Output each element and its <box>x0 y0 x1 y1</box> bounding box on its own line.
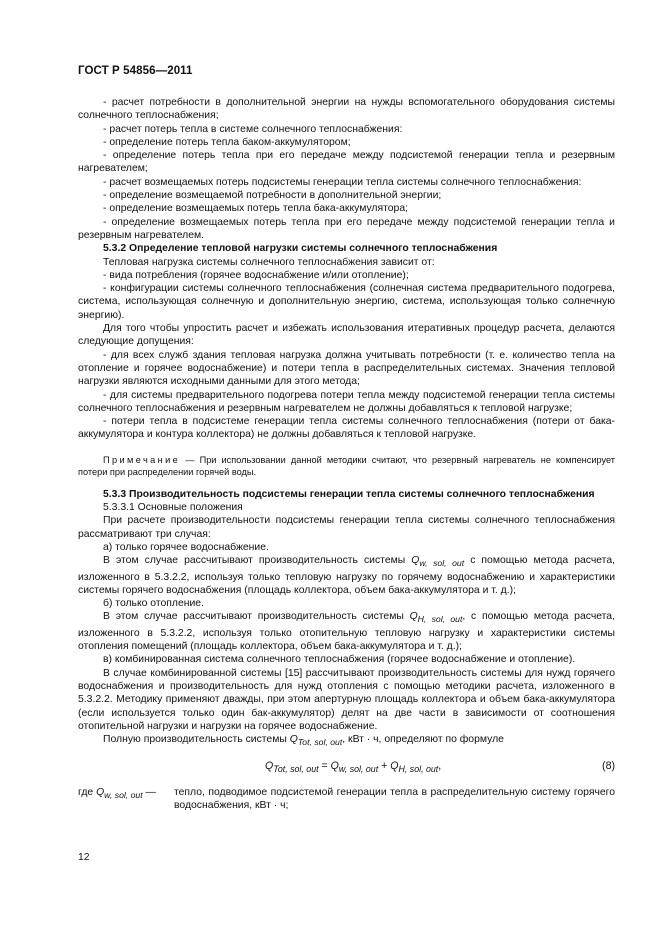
symbol-subscript: w, sol, out <box>419 558 465 569</box>
subsection-heading: 5.3.3.1 Основные положения <box>103 502 243 514</box>
note-text: — При использовании данной методики считают, что резервный нагреватель не компенсирует потери при распределении горячей воды. <box>78 454 615 477</box>
list-item: - определение возмещаемой потребности в дополнительной энергии; <box>103 190 442 202</box>
section-heading-5-3-2: 5.3.2 Определение тепловой нагрузки системы солнечного теплоснабжения <box>103 243 498 255</box>
paragraph: При расчете производительности подсистемы генерации тепла системы солнечного теплоснабжения рассматривают три случая: <box>78 515 615 540</box>
case-b-label: б) только отопление. <box>103 598 204 610</box>
list-item: - определение потерь тепла баком-аккумулятором; <box>103 136 351 148</box>
case-a-label: а) только горячее водоснабжение. <box>103 541 269 553</box>
list-item: - расчет возмещаемых потерь подсистемы генерации тепла системы солнечного теплоснабжения: <box>103 176 582 188</box>
list-item: - определение потерь тепла при его передаче между подсистемой генерации тепла и резервным нагревателем; <box>78 150 615 175</box>
symbol-subscript: H, sol, out <box>417 614 463 625</box>
document-header: ГОСТ Р 54856—2011 <box>78 65 193 77</box>
document-body <box>78 96 615 812</box>
case-c-label: в) комбинированная система солнечного теплоснабжения (горячее водоснабжение и отопление). <box>103 654 576 666</box>
list-item: - расчет потребности в дополнительной энергии на нужды вспомогательного оборудования системы солнечного теплоснабжения; <box>78 97 615 122</box>
paragraph: В случае комбинированной системы [15] рассчитывают производительность системы для нужд горячего водоснабжения и производительность для нужд отопления с помощью методики расчета, изложенного в 5.3.2.2. Методику применяют дважды, при этом апертурную площадь коллектора и объем бака-аккумулятора (если используется только один бак-аккумулятор) делят на две части в зависимости от соотношения отопительной нагрузки и нагрузки на горячее водоснабжение. <box>78 667 615 732</box>
paragraph: В этом случае рассчитывают производительность системы $Q_{H, sol, out}$, с помощью метода расчета, изложенного в 5.3.2.2, используя только отопительную тепловую нагрузку и характеристики системы отопления помещений (площадь коллектора, объем бака-аккумулятора и т. д.); <box>78 611 615 653</box>
where-definition: тепло, подводимое подсистемой генерации тепла в распределительную систему горячего водоснабжения, кВт · ч; <box>174 786 615 811</box>
list-item: - расчет потерь тепла в системе солнечного теплоснабжения: <box>103 123 403 135</box>
list-item: - для системы предварительного подогрева потери тепла между подсистемой генерации тепла системы солнечного теплоснабжения и резервным нагревателем не должны добавляться к тепловой нагрузке; <box>78 389 615 414</box>
symbol: Q <box>409 611 418 623</box>
paragraph: В этом случае рассчитывают производительность системы $Q_{w, sol, out}$ с помощью метода расчета, изложенного в 5.3.2.2, используя только тепловую нагрузку по горячему водоснабжению и характеристики системы горячего водоснабжения (площадь коллектора, объем бака-аккумулятора и т. д.); <box>78 555 615 596</box>
list-item: - вида потребления (горячее водоснабжение и/или отопление); <box>103 269 409 281</box>
formula-number: (8) <box>602 759 615 772</box>
paragraph: Для того чтобы упростить расчет и избежать использования итеративных процедур расчета, делаются следующие допущения: <box>78 323 615 348</box>
section-heading-5-3-3: 5.3.3 Производительность подсистемы генерации тепла системы солнечного теплоснабжения <box>103 488 595 500</box>
list-item: - определение возмещаемых потерь тепла при его передаче между подсистемой генерации тепла и резервным нагревателем. <box>78 216 615 241</box>
list-item: - конфигурации системы солнечного теплоснабжения (солнечная система предварительного подогрева, система, использующая солнечную и дополнительную энергию, система, использующая только солнечную энергию). <box>78 283 615 321</box>
page-number: 12 <box>78 852 90 863</box>
list-item: - для всех служб здания тепловая нагрузка должна учитывать потребности (т. е. количество тепла на отопление и горячее водоснабжение) и потери тепла в распределительных системах. Значения тепловой нагрузки являются исходными данными для этого метода; <box>78 349 615 388</box>
note-label: Примечание <box>103 454 181 465</box>
where-term: где $Q_{w, sol, out}$ — <box>78 786 156 800</box>
note <box>78 454 615 478</box>
formula-8 <box>78 756 615 778</box>
symbol: Q <box>411 555 420 567</box>
list-item: - потери тепла в подсистеме генерации тепла системы солнечного теплоснабжения (потери от бака-аккумулятора и контура коллектора) не должны добавляться к тепловой нагрузке. <box>78 416 615 441</box>
where-clause <box>78 786 615 813</box>
paragraph: Полную производительность системы $Q_{Tot, sol, out}$, кВт · ч, определяют по формуле <box>103 734 504 748</box>
list-item: - определение возмещаемых потерь тепла бака-аккумулятора; <box>103 203 408 215</box>
paragraph: Тепловая нагрузка системы солнечного теплоснабжения зависит от: <box>103 256 435 268</box>
symbol: Q <box>289 734 298 746</box>
symbol-subscript: Tot, sol, out <box>297 737 343 748</box>
formula-expression: $Q_{Tot, sol, out} = Q_{w, sol, out} + Q_{H, sol, out}$, <box>265 759 442 774</box>
